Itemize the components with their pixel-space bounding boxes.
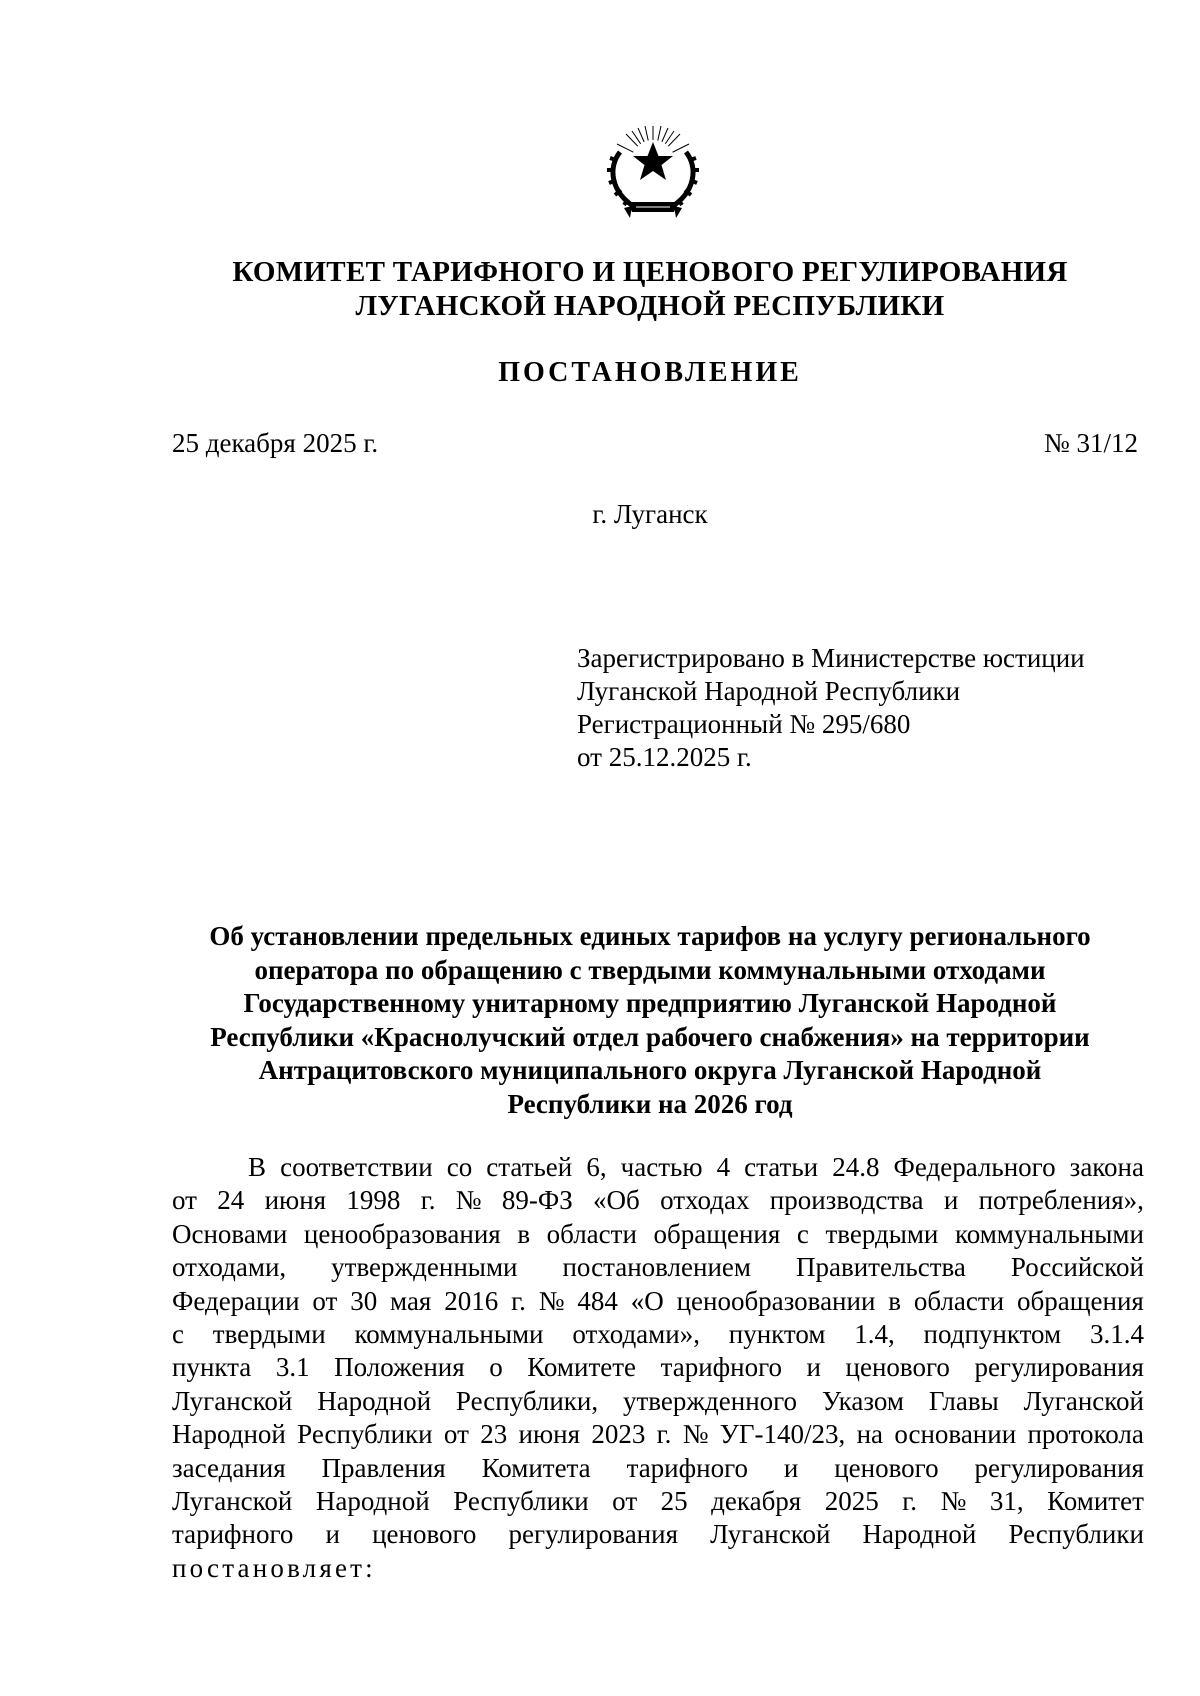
body-word: Республики bbox=[1008, 1519, 1144, 1550]
body-word: частью bbox=[620, 1152, 703, 1182]
registration-line: Регистрационный № 295/680 bbox=[577, 709, 911, 739]
body-word: Указом bbox=[821, 1385, 904, 1416]
body-word: «Об bbox=[593, 1185, 640, 1216]
body-word: июня bbox=[518, 1419, 580, 1450]
body-word: основании bbox=[894, 1419, 1017, 1450]
body-word: 30 bbox=[350, 1285, 378, 1316]
document-date: 25 декабря 2025 г. bbox=[172, 428, 379, 458]
body-word: Основами bbox=[172, 1218, 288, 1249]
body-word: Луганской bbox=[710, 1519, 831, 1550]
body-word: о bbox=[489, 1352, 503, 1383]
body-word: июня bbox=[264, 1185, 327, 1216]
body-line bbox=[172, 1418, 1144, 1451]
body-word: утвержденными bbox=[331, 1252, 518, 1283]
body-word: № bbox=[538, 1285, 565, 1316]
registration-line: Зарегистрировано в Министерстве юстиции bbox=[577, 643, 1085, 673]
body-word: 89-ФЗ bbox=[501, 1185, 573, 1216]
body-word: 31, bbox=[989, 1486, 1024, 1517]
body-word: области bbox=[913, 1285, 1005, 1316]
body-line bbox=[172, 1485, 1144, 1518]
body-word: пунктом bbox=[728, 1319, 826, 1350]
body-word: коммунальными bbox=[354, 1319, 544, 1350]
body-line bbox=[172, 1251, 1144, 1284]
body-word: производства bbox=[769, 1185, 924, 1216]
body-word: Главы bbox=[928, 1385, 999, 1416]
body-word: регулирования bbox=[974, 1352, 1144, 1383]
body-word: и bbox=[325, 1519, 340, 1550]
body-word: обращения bbox=[1017, 1285, 1144, 1316]
document-city: г. Луганск bbox=[592, 499, 708, 529]
body-line bbox=[172, 1151, 1144, 1184]
body-word: «О bbox=[630, 1285, 664, 1316]
body-word: тарифного bbox=[626, 1452, 748, 1483]
body-word: от bbox=[443, 1419, 469, 1450]
registration-block bbox=[577, 642, 1085, 774]
body-word: г. bbox=[656, 1419, 672, 1450]
body-word: декабря bbox=[711, 1486, 802, 1517]
body-word: в bbox=[517, 1218, 531, 1249]
body-word: и bbox=[806, 1352, 821, 1383]
registration-line: от 25.12.2025 г. bbox=[577, 742, 752, 772]
body-word: Народной bbox=[317, 1385, 432, 1416]
body-word: тарифного bbox=[172, 1519, 294, 1550]
body-word: Республики bbox=[297, 1419, 433, 1450]
body-word: Народной bbox=[172, 1419, 286, 1450]
body-word: статьи bbox=[744, 1152, 819, 1182]
body-word: подпунктом bbox=[923, 1319, 1062, 1350]
body-word: Народной bbox=[862, 1519, 977, 1550]
body-line bbox=[172, 1452, 1144, 1485]
body-word: регулирования bbox=[974, 1452, 1144, 1483]
body-line bbox=[172, 1218, 1144, 1251]
body-line-closing: постановляет: bbox=[172, 1552, 376, 1583]
body-word: тарифного bbox=[660, 1352, 782, 1383]
body-word: Луганской bbox=[1023, 1385, 1144, 1416]
body-word: Народной bbox=[315, 1486, 430, 1517]
body-word: Комитете bbox=[527, 1352, 637, 1383]
body-word: статьей bbox=[486, 1152, 573, 1182]
body-word: пункта bbox=[172, 1352, 252, 1383]
organization-name-line-2: ЛУГАНСКОЙ НАРОДНОЙ РЕСПУБЛИКИ bbox=[355, 290, 945, 322]
body-word: области bbox=[546, 1218, 637, 1249]
body-line bbox=[172, 1351, 1144, 1384]
body-word: В bbox=[248, 1152, 267, 1182]
body-word: г. bbox=[511, 1285, 526, 1316]
body-word: протокола bbox=[1027, 1419, 1144, 1450]
document-number: № 31/12 bbox=[1043, 428, 1138, 458]
body-word: и bbox=[783, 1452, 799, 1483]
body-word: Федерального bbox=[893, 1152, 1056, 1182]
body-word: Федерации bbox=[172, 1285, 300, 1316]
body-word: № bbox=[940, 1486, 967, 1517]
body-word: в bbox=[888, 1285, 902, 1316]
body-word: 6, bbox=[586, 1152, 607, 1182]
body-line bbox=[172, 1184, 1144, 1217]
body-word: Правительства bbox=[795, 1252, 966, 1283]
body-word: с bbox=[796, 1218, 809, 1249]
body-word: регулирования bbox=[508, 1519, 679, 1550]
document-type: ПОСТАНОВЛЕНИЕ bbox=[498, 357, 802, 388]
body-word: мая bbox=[390, 1285, 432, 1316]
body-word: 3.1.4 bbox=[1089, 1319, 1144, 1350]
body-word: утвержденного bbox=[623, 1385, 798, 1416]
body-word: коммунальными bbox=[954, 1218, 1144, 1249]
body-word: со bbox=[446, 1152, 473, 1182]
title-line: Государственному унитарному предприятию Луганской Народной bbox=[243, 988, 1057, 1018]
body-word: Комитета bbox=[481, 1452, 591, 1483]
registration-line: Луганской Народной Республики bbox=[577, 676, 961, 706]
body-word: ценового bbox=[372, 1519, 477, 1550]
organization-name-line-1: КОМИТЕТ ТАРИФНОГО И ЦЕНОВОГО РЕГУЛИРОВАНИЯ bbox=[232, 256, 1068, 288]
body-word: ценового bbox=[834, 1452, 939, 1483]
body-word: 24 bbox=[217, 1185, 245, 1216]
body-word: постановлением bbox=[562, 1252, 751, 1283]
body-word: от bbox=[612, 1486, 638, 1517]
body-word: с bbox=[172, 1319, 184, 1350]
title-line: Республики «Краснолучский отдел рабочего снабжения» на территории bbox=[210, 1021, 1090, 1052]
body-word: Луганской bbox=[172, 1486, 293, 1517]
body-word: на bbox=[856, 1419, 884, 1450]
body-word: Республики, bbox=[455, 1385, 599, 1416]
body-word: 25 bbox=[660, 1486, 688, 1517]
body-word: 484 bbox=[577, 1285, 618, 1316]
body-word: Республики bbox=[453, 1486, 589, 1517]
body-word: 1998 bbox=[346, 1185, 401, 1216]
body-word: отходами», bbox=[572, 1319, 700, 1350]
body-line bbox=[172, 1285, 1144, 1318]
body-word: г. bbox=[902, 1486, 918, 1517]
body-word: 23 bbox=[480, 1419, 508, 1450]
body-word: ценообразовании bbox=[676, 1285, 876, 1316]
body-word: отходах bbox=[660, 1185, 750, 1216]
body-line bbox=[172, 1385, 1144, 1418]
body-word: Положения bbox=[334, 1352, 465, 1383]
body-word: 4 bbox=[716, 1152, 731, 1182]
title-line: оператора по обращению с твердыми коммунальными отходами bbox=[254, 954, 1046, 985]
body-word: 2016 bbox=[444, 1285, 499, 1316]
body-word: УГ-140/23, bbox=[719, 1419, 846, 1450]
document-body bbox=[172, 1151, 1144, 1585]
title-line: Антрацитовского муниципального округа Луганской Народной bbox=[258, 1055, 1042, 1085]
body-word: Правления bbox=[321, 1452, 446, 1483]
body-line bbox=[172, 1318, 1144, 1351]
body-word: № bbox=[455, 1185, 482, 1216]
body-word: от bbox=[172, 1185, 197, 1216]
body-word: твердыми bbox=[825, 1218, 939, 1249]
body-word: г. bbox=[420, 1185, 436, 1216]
body-word: Российской bbox=[1010, 1252, 1144, 1283]
body-word: заседания bbox=[172, 1452, 286, 1483]
body-word: ценового bbox=[845, 1352, 950, 1383]
coat-of-arms-icon bbox=[598, 122, 708, 222]
body-word: Комитет bbox=[1047, 1486, 1144, 1517]
body-word: от bbox=[312, 1285, 338, 1316]
body-word: 2025 bbox=[824, 1486, 879, 1517]
body-line bbox=[172, 1518, 1144, 1551]
body-word: ценообразования bbox=[303, 1218, 501, 1249]
body-word: и bbox=[943, 1185, 959, 1216]
title-line: Республики на 2026 год bbox=[507, 1088, 793, 1119]
body-word: Луганской bbox=[172, 1385, 293, 1416]
body-word: № bbox=[682, 1419, 709, 1450]
body-word: потребления», bbox=[978, 1185, 1144, 1216]
body-word: 2023 bbox=[591, 1419, 646, 1450]
body-word: обращения bbox=[653, 1218, 781, 1249]
document-title bbox=[170, 920, 1130, 1121]
body-word: соответствии bbox=[280, 1152, 433, 1182]
body-word: 3.1 bbox=[275, 1352, 310, 1383]
title-line: Об установлении предельных единых тарифов на услугу регионального bbox=[209, 921, 1091, 951]
body-word: 24.8 bbox=[832, 1152, 880, 1182]
body-word: закона bbox=[1069, 1152, 1144, 1182]
body-word: твердыми bbox=[212, 1319, 326, 1350]
body-word: отходами, bbox=[172, 1252, 287, 1283]
body-word: 1.4, bbox=[854, 1319, 895, 1350]
